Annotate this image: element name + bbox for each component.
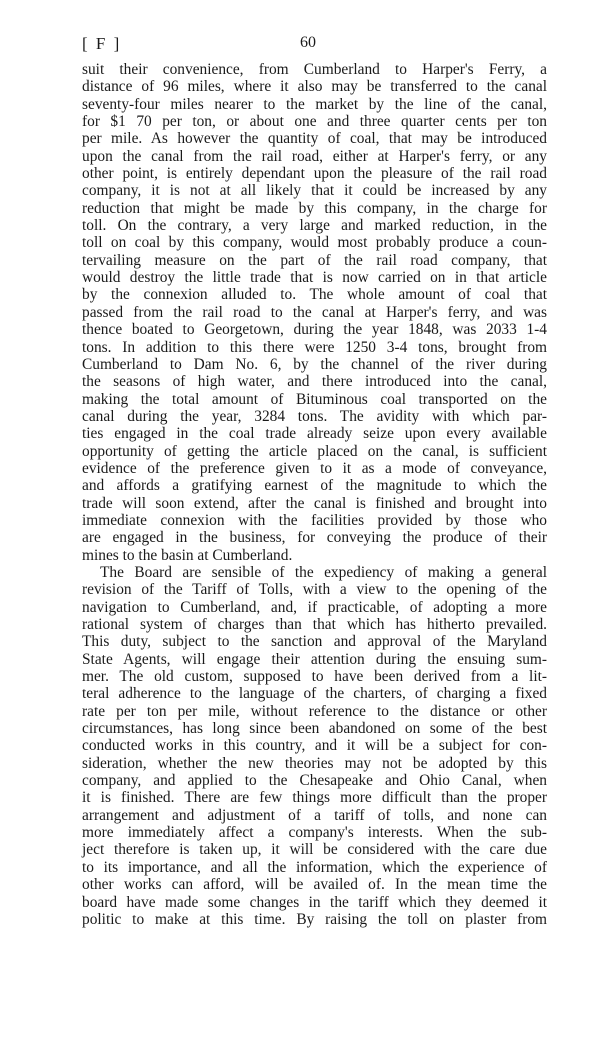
- page-header: [82, 34, 547, 54]
- text-line: per mile. As however the quantity of coal, that may be introduced: [82, 130, 547, 148]
- text-line: This duty, subject to the sanction and approval of the Maryland: [82, 633, 547, 651]
- text-line: rate per ton per mile, without reference to the distance or other: [82, 702, 547, 720]
- section-mark: [ F ]: [82, 34, 122, 53]
- text-line: politic to make at this time. By raising the toll on plaster from: [82, 910, 547, 928]
- text-line: teral adherence to the language of the charters, of charging a fixed: [82, 685, 547, 703]
- text-line: board have made some changes in the tariff which they deemed it: [82, 893, 547, 911]
- text-line: tons. In addition to this there were 1250 3-4 tons, brought from: [82, 338, 547, 356]
- text-line: ties engaged in the coal trade already seize upon every available: [82, 425, 547, 443]
- text-line: reduction that might be made by this company, in the charge for: [82, 199, 547, 217]
- text-line: trade will soon extend, after the canal is finished and brought into: [82, 494, 547, 512]
- text-line: navigation to Cumberland, and, if practicable, of adopting a more: [82, 598, 547, 616]
- text-line: are engaged in the business, for conveying the produce of their: [82, 529, 547, 547]
- text-line: canal during the year, 3284 tons. The avidity with which par-: [82, 407, 547, 425]
- text-line: seventy-four miles nearer to the market by the line of the canal,: [82, 95, 547, 113]
- text-line: conducted works in this country, and it will be a subject for con-: [82, 737, 547, 755]
- text-line: it is finished. There are few things more difficult than the proper: [82, 789, 547, 807]
- text-line: State Agents, will engage their attention during the ensuing sum-: [82, 650, 547, 668]
- text-line: for $1 70 per ton, or about one and three quarter cents per ton: [82, 113, 547, 131]
- text-line: to its importance, and all the information, which the experience of: [82, 858, 547, 876]
- text-line: other point, is entirely dependant upon the pleasure of the rail road: [82, 165, 547, 183]
- text-line: circumstances, has long since been abandoned on some of the best: [82, 720, 547, 738]
- text-line: would destroy the little trade that is now carried on in that article: [82, 269, 547, 287]
- text-line: The Board are sensible of the expediency of making a general: [100, 563, 547, 581]
- text-line: distance of 96 miles, where it also may be transferred to the canal: [82, 78, 547, 96]
- text-line: opportunity of getting the article placed on the canal, is sufficient: [82, 442, 547, 460]
- text-line: passed from the rail road to the canal at Harper's ferry, and was: [82, 303, 547, 321]
- text-line: making the total amount of Bituminous coal transported on the: [82, 390, 547, 408]
- text-line: arrangement and adjustment of a tariff of tolls, and none can: [82, 806, 547, 824]
- text-line: toll on coal by this company, would most probably produce a coun-: [82, 234, 547, 252]
- page-number: 60: [300, 34, 316, 51]
- text-line: revision of the Tariff of Tolls, with a view to the opening of the: [82, 581, 547, 599]
- paragraph: [82, 564, 547, 928]
- text-line: the seasons of high water, and there introduced into the canal,: [82, 373, 547, 391]
- text-line: immediate connexion with the facilities provided by those who: [82, 511, 547, 529]
- text-line: ject therefore is taken up, it will be considered with the care due: [82, 841, 547, 859]
- text-line: tervailing measure on the part of the rail road company, that: [82, 251, 547, 269]
- text-line: and affords a gratifying earnest of the magnitude to which the: [82, 477, 547, 495]
- text-line: company, it is not at all likely that it could be increased by any: [82, 182, 547, 200]
- text-line: upon the canal from the rail road, either at Harper's ferry, or any: [82, 147, 547, 165]
- text-line: evidence of the preference given to it as a mode of conveyance,: [82, 459, 547, 477]
- text-line: sideration, whether the new theories may not be adopted by this: [82, 754, 547, 772]
- body-text: [82, 61, 547, 928]
- text-line: thence boated to Georgetown, during the year 1848, was 2033 1-4: [82, 321, 547, 339]
- paragraph: [82, 61, 547, 564]
- text-line: other works can afford, will be availed of. In the mean time the: [82, 876, 547, 894]
- text-line: mines to the basin at Cumberland.: [82, 546, 293, 564]
- text-line: mer. The old custom, supposed to have been derived from a lit-: [82, 668, 547, 686]
- text-line: suit their convenience, from Cumberland to Harper's Ferry, a: [82, 61, 547, 78]
- text-line: more immediately affect a company's interests. When the sub-: [82, 824, 547, 842]
- text-line: company, and applied to the Chesapeake and Ohio Canal, when: [82, 772, 547, 790]
- text-line: by the connexion alluded to. The whole amount of coal that: [82, 286, 547, 304]
- text-line: toll. On the contrary, a very large and marked reduction, in the: [82, 217, 547, 235]
- text-line: Cumberland to Dam No. 6, by the channel of the river during: [82, 355, 547, 373]
- text-line: rational system of charges than that which has hitherto prevailed.: [82, 616, 547, 633]
